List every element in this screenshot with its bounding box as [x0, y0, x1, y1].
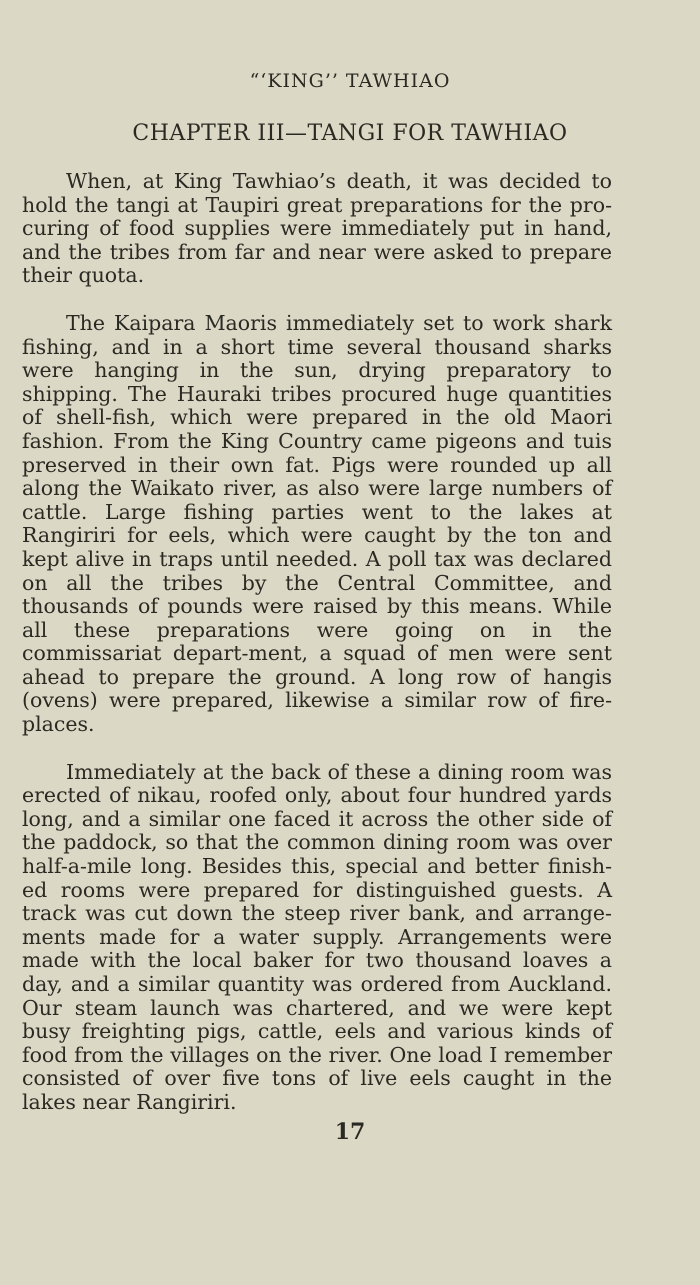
body-text: [22, 170, 612, 1115]
paragraph-1: When, at King Tawhiao’s death, it was decided to hold the tangi at Taupiri great preparations for the pro-curing of food supplies were immediately put in hand, and the tribes from far and near were asked to prepare their quota.: [22, 169, 612, 288]
paragraph-3: Immediately at the back of these a dining room was erected of nikau, roofed only, about four hundred yards long, and a similar one faced it across the other side of the paddock, so that the common dining room was over half-a-mile long. Besides this, special and better finish-ed rooms were prepared for distinguished guests. A track was cut down the steep river bank, and arrange-ments made for a water supply. Arrangements were made with the local baker for two thousand loaves a day, and a similar quantity was ordered from Auckland. Our steam launch was chartered, and we were kept busy freighting pigs, cattle, eels and various kinds of food from the villages on the river. One load I remember consisted of over five tons of live eels caught in the lakes near Rangiriri.: [22, 759, 612, 1114]
running-head: “‘KING’’ TAWHIAO: [249, 70, 451, 92]
chapter-title: CHAPTER III—TANGI FOR TAWHIAO: [132, 121, 568, 146]
paragraph-2: The Kaipara Maoris immediately set to work shark fishing, and in a short time several thousand sharks were hanging in the sun, drying preparatory to shipping. The Hauraki tribes procured huge quantities of shell-fish, which were prepared in the old Maori fashion. From the King Country came pigeons and tuis preserved in their own fat. Pigs were rounded up all along the Waikato river, as also were large numbers of cattle. Large fishing parties went to the lakes at Rangiriri for eels, which were caught by the ton and kept alive in traps until needed. A poll tax was declared on all the tribes by the Central Committee, and thousands of pounds were raised by this means. While all these preparations were going on in the commissariat depart-ment, a squad of men were sent ahead to prepare the ground. A long row of hangis (ovens) were prepared, likewise a similar row of fire-places.: [22, 310, 612, 737]
page-number: 17: [334, 1119, 366, 1145]
